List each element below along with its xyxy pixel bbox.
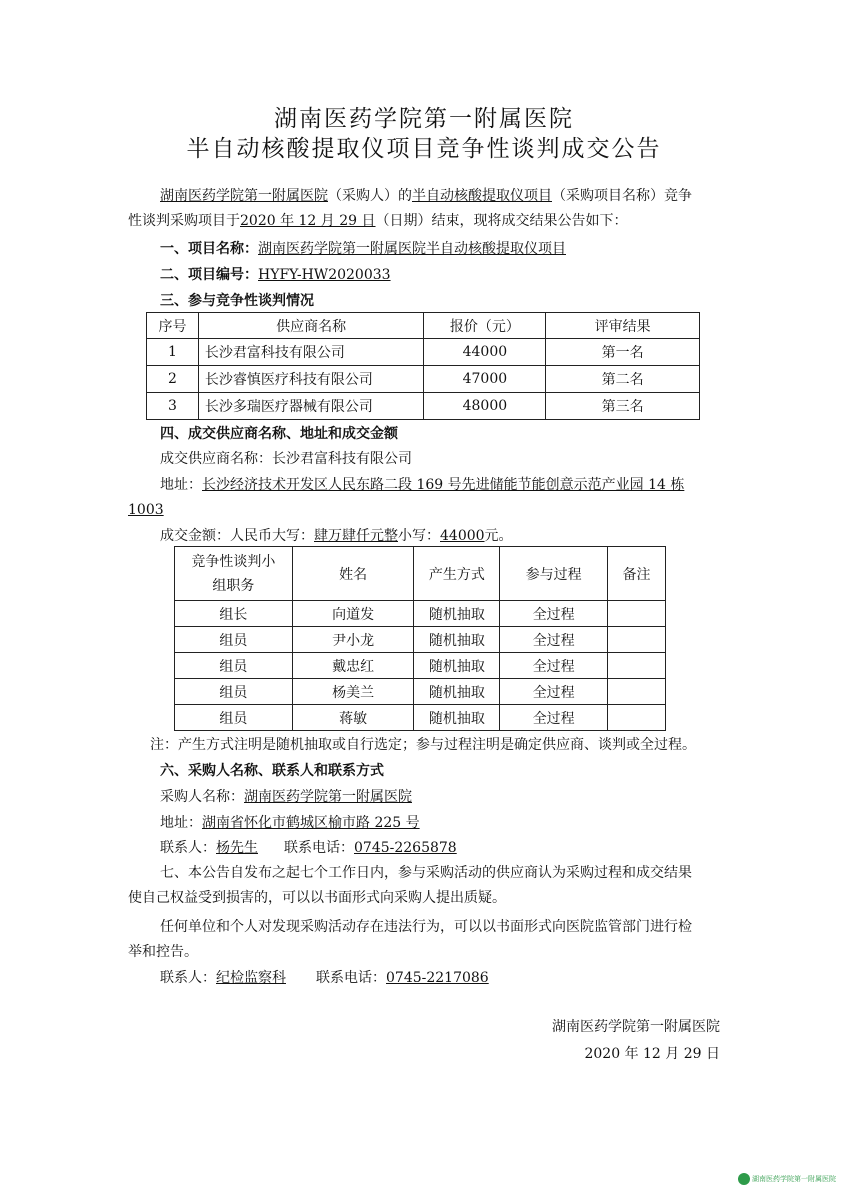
page-subtitle: 半自动核酸提取仪项目竞争性谈判成交公告: [186, 136, 662, 162]
logo-mark-icon: [738, 1173, 750, 1185]
panel-cell: [608, 679, 666, 705]
section-7-line-2: 使自己权益受到损害的，可以以书面形式向采购人提出质疑。: [128, 890, 506, 906]
bid-header-cell: 供应商名称: [198, 313, 424, 339]
bid-cell: 长沙睿慎医疗科技有限公司: [198, 366, 424, 393]
amount-lower: 44000: [440, 528, 485, 544]
section-1: [160, 239, 722, 259]
project-number: HYFY-HW2020033: [258, 267, 391, 283]
winner-label: 成交供应商名称：: [160, 451, 272, 467]
address-label: 地址：: [160, 815, 202, 831]
panel-cell: 全过程: [500, 679, 608, 705]
winner-address-2: 1003: [128, 502, 164, 518]
panel-cell: [608, 601, 666, 627]
table-row: [175, 679, 666, 705]
bid-cell: 1: [147, 339, 199, 366]
section-7-line-1: 七、本公告自发布之起七个工作日内，参与采购活动的供应商认为采购过程和成交结果: [160, 865, 692, 881]
purchaser-label: 采购人名称：: [160, 789, 244, 805]
table-row: [175, 601, 666, 627]
supervision-contact-line: [160, 968, 722, 988]
purchaser-address: 湖南省怀化市鹤城区榆市路 225 号: [202, 815, 420, 831]
section-2: [160, 265, 722, 285]
table-row: [175, 705, 666, 731]
panel-cell: 组员: [175, 627, 293, 653]
panel-cell: 组员: [175, 653, 293, 679]
panel-table: [174, 546, 666, 731]
amount-small-label: 小写：: [398, 528, 440, 544]
section-6-label: 六、采购人名称、联系人和联系方式: [160, 763, 384, 779]
panel-cell: [608, 627, 666, 653]
panel-header-cell: 姓名: [292, 547, 414, 601]
panel-header-cell: 备注: [608, 547, 666, 601]
bid-table: [146, 312, 700, 420]
panel-cell: 随机抽取: [414, 653, 500, 679]
contact-phone: 0745-2265878: [354, 840, 457, 856]
intro-text: 性谈判采购项目于: [128, 213, 240, 229]
panel-cell: 向道发: [292, 601, 414, 627]
table-row: [175, 653, 666, 679]
contact-label: 联系人：: [160, 840, 216, 856]
amount-label: 成交金额：人民币大写：: [160, 528, 314, 544]
panel-cell: 全过程: [500, 705, 608, 731]
intro-text: （采购人）的: [328, 188, 412, 204]
intro-date: 2020 年 12 月 29 日: [240, 213, 376, 229]
supervision-phone: 0745-2217086: [386, 970, 489, 986]
intro-text: （日期）结束，现将成交结果公告如下：: [375, 213, 628, 229]
address-label: 地址：: [160, 477, 202, 493]
phone-label: 联系电话：: [284, 840, 354, 856]
purchaser-line: [160, 787, 722, 807]
intro-line-2: [128, 211, 722, 231]
purchaser-address-line: [160, 813, 722, 833]
amount-upper: 肆万肆仟元整: [314, 528, 398, 544]
bid-header-cell: 报价（元）: [424, 313, 546, 339]
panel-cell: 组员: [175, 705, 293, 731]
section-2-label: 二、项目编号：: [160, 267, 258, 283]
panel-table-header: [175, 547, 666, 601]
contact-label: 联系人：: [160, 970, 216, 986]
winner-name: 长沙君富科技有限公司: [272, 451, 412, 467]
table-note: 注：产生方式注明是随机抽取或自行选定；参与过程注明是确定供应商、谈判或全过程。: [150, 737, 696, 753]
bid-cell: 第二名: [546, 366, 700, 393]
table-row: [147, 366, 700, 393]
section-7-line-4: 举和控告。: [128, 944, 198, 960]
signature-org: 湖南医药学院第一附属医院: [552, 1019, 720, 1035]
intro-project: 半自动核酸提取仪项目: [412, 188, 552, 204]
bid-cell: 47000: [424, 366, 546, 393]
bid-cell: 第三名: [546, 393, 700, 420]
panel-cell: 随机抽取: [414, 627, 500, 653]
panel-cell: 全过程: [500, 627, 608, 653]
panel-header-cell: 竞争性谈判小 组职务: [175, 547, 293, 601]
panel-header-cell: 产生方式: [414, 547, 500, 601]
supervision-contact: 纪检监察科: [216, 970, 286, 986]
winner-address-cont: [128, 500, 722, 520]
bid-cell: 2: [147, 366, 199, 393]
intro-line-1: [160, 186, 722, 206]
purchaser-name: 湖南医药学院第一附属医院: [244, 789, 412, 805]
table-row: [175, 627, 666, 653]
purchaser-contact-line: [160, 838, 722, 858]
signature-date: 2020 年 12 月 29 日: [584, 1046, 720, 1062]
contact-name: 杨先生: [216, 840, 258, 856]
bid-cell: 48000: [424, 393, 546, 420]
panel-cell: 戴忠红: [292, 653, 414, 679]
winner-address: 长沙经济技术开发区人民东路二段 169 号先进储能节能创意示范产业园 14 栋: [202, 477, 685, 493]
panel-header-cell: 参与过程: [500, 547, 608, 601]
panel-cell: 随机抽取: [414, 705, 500, 731]
project-name: 湖南医药学院第一附属医院半自动核酸提取仪项目: [258, 241, 566, 257]
bid-header-cell: 序号: [147, 313, 199, 339]
intro-text: （采购项目名称）竞争: [552, 188, 692, 204]
logo-text: 湖南医药学院第一附属医院: [752, 1175, 836, 1183]
panel-cell: 尹小龙: [292, 627, 414, 653]
winner-line: [160, 449, 722, 469]
section-4-label: 四、成交供应商名称、地址和成交金额: [160, 426, 398, 442]
bid-cell: 长沙君富科技有限公司: [198, 339, 424, 366]
panel-cell: [608, 705, 666, 731]
panel-cell: 蒋敏: [292, 705, 414, 731]
bid-table-header: [147, 313, 700, 339]
intro-purchaser: 湖南医药学院第一附属医院: [160, 188, 328, 204]
page-title: 湖南医药学院第一附属医院: [274, 106, 574, 132]
panel-cell: 杨美兰: [292, 679, 414, 705]
panel-cell: 组员: [175, 679, 293, 705]
winner-address-line: [160, 475, 722, 495]
section-7-line-3: 任何单位和个人对发现采购活动存在违法行为，可以以书面形式向医院监管部门进行检: [160, 919, 692, 935]
table-row: [147, 339, 700, 366]
bid-cell: 长沙多瑞医疗器械有限公司: [198, 393, 424, 420]
bid-cell: 3: [147, 393, 199, 420]
panel-cell: 组长: [175, 601, 293, 627]
panel-cell: [608, 653, 666, 679]
bid-cell: 第一名: [546, 339, 700, 366]
section-1-label: 一、项目名称：: [160, 241, 258, 257]
bid-header-cell: 评审结果: [546, 313, 700, 339]
table-row: [147, 393, 700, 420]
panel-cell: 全过程: [500, 653, 608, 679]
hospital-logo: [738, 1170, 838, 1188]
panel-cell: 随机抽取: [414, 679, 500, 705]
phone-label: 联系电话：: [316, 970, 386, 986]
amount-unit: 元。: [484, 528, 513, 544]
section-3-label: 三、参与竞争性谈判情况: [160, 293, 314, 309]
panel-cell: 全过程: [500, 601, 608, 627]
bid-cell: 44000: [424, 339, 546, 366]
amount-line: [160, 526, 722, 546]
panel-cell: 随机抽取: [414, 601, 500, 627]
